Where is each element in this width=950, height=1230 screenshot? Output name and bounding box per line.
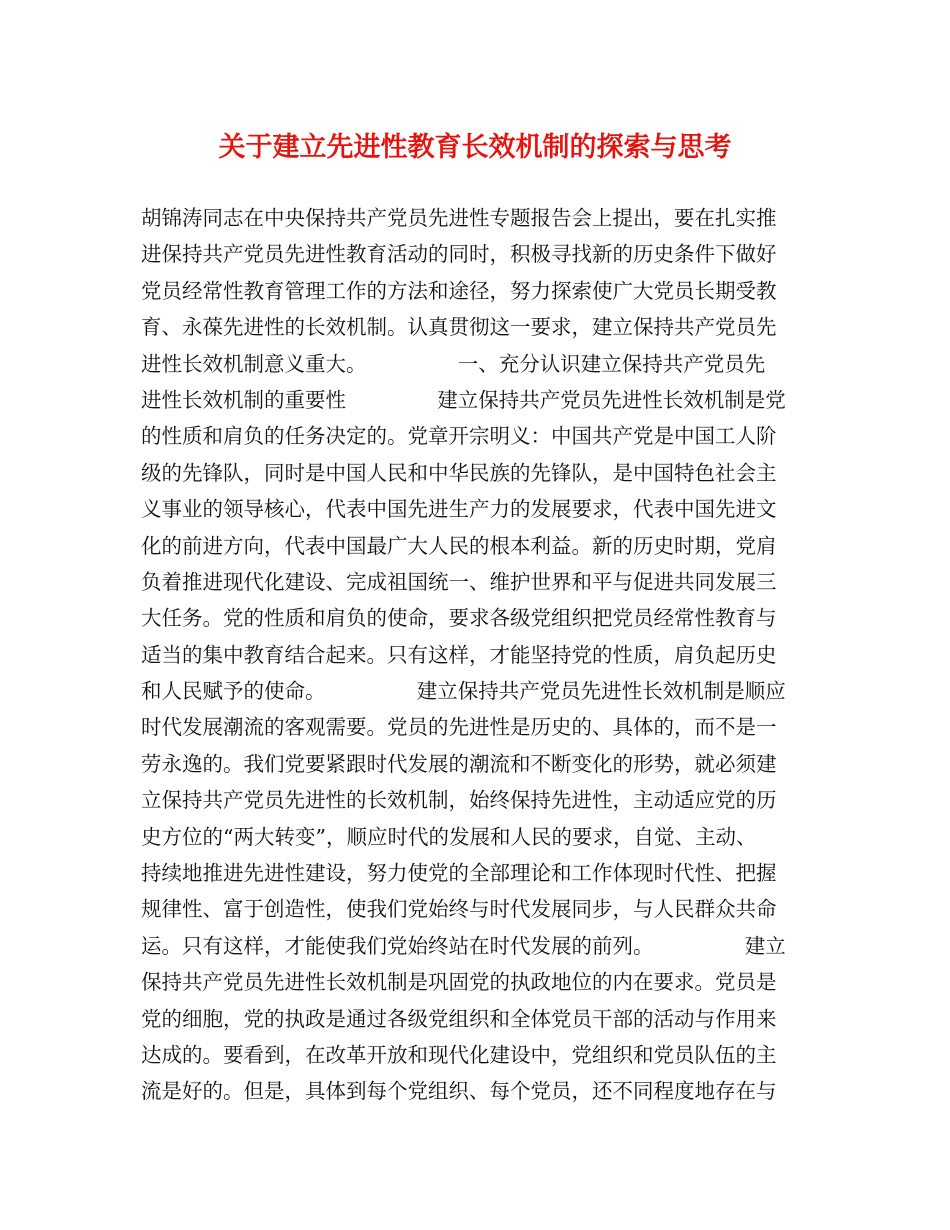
body-line: 进性长效机制意义重大。 一、充分认识建立保持共产党员先 (141, 351, 766, 376)
body-line: 党的细胞，党的执政是通过各级党组织和全体党员干部的活动与作用来 (141, 1006, 777, 1031)
body-line: 持续地推进先进性建设，努力使党的全部理论和工作体现时代性、把握 (141, 861, 777, 886)
body-line: 的性质和肩负的任务决定的。党章开宗明义：中国共产党是中国工人阶 (141, 424, 777, 449)
body-line: 进性长效机制的重要性 建立保持共产党员先进性长效机制是党 (141, 387, 786, 412)
body-line: 负着推进现代化建设、完成祖国统一、维护世界和平与促进共同发展三 (141, 569, 777, 594)
body-line: 级的先锋队，同时是中国人民和中华民族的先锋队，是中国特色社会主 (141, 460, 777, 485)
body-line: 达成的。要看到，在改革开放和现代化建设中，党组织和党员队伍的主 (141, 1042, 777, 1067)
body-line: 立保持共产党员先进性的长效机制，始终保持先进性，主动适应党的历 (141, 788, 777, 813)
body-line: 保持共产党员先进性长效机制是巩固党的执政地位的内在要求。党员是 (141, 970, 777, 995)
body-line: 劳永逸的。我们党要紧跟时代发展的潮流和不断变化的形势，就必须建 (141, 751, 777, 776)
document-title: 关于建立先进性教育长效机制的探索与思考 (218, 132, 732, 163)
body-line: 大任务。党的性质和肩负的使命，要求各级党组织把党员经常性教育与 (141, 606, 777, 631)
body-line: 育、永葆先进性的长效机制。认真贯彻这一要求，建立保持共产党员先 (141, 315, 777, 340)
body-line: 义事业的领导核心，代表中国先进生产力的发展要求，代表中国先进文 (141, 497, 777, 522)
body-line: 化的前进方向，代表中国最广大人民的根本利益。新的历史时期，党肩 (141, 533, 777, 558)
body-line: 运。只有这样，才能使我们党始终站在时代发展的前列。 建立 (141, 933, 786, 958)
body-line: 规律性、富于创造性，使我们党始终与时代发展同步，与人民群众共命 (141, 897, 777, 922)
document-body (141, 200, 821, 1110)
body-line: 胡锦涛同志在中央保持共产党员先进性专题报告会上提出，要在扎实推 (141, 206, 777, 230)
body-line: 适当的集中教育结合起来。只有这样，才能坚持党的性质，肩负起历史 (141, 642, 777, 667)
body-line: 流是好的。但是，具体到每个党组织、每个党员，还不同程度地存在与 (141, 1079, 777, 1104)
body-line: 时代发展潮流的客观需要。党员的先进性是历史的、具体的，而不是一 (141, 715, 777, 740)
body-line: 进保持共产党员先进性教育活动的同时，积极寻找新的历史条件下做好 (141, 242, 777, 267)
body-line: 和人民赋予的使命。 建立保持共产党员先进性长效机制是顺应 (141, 679, 786, 704)
body-line: 史方位的“两大转变”，顺应时代的发展和人民的要求，自觉、主动、 (141, 824, 757, 849)
body-line: 党员经常性教育管理工作的方法和途径，努力探索使广大党员长期受教 (141, 278, 777, 303)
